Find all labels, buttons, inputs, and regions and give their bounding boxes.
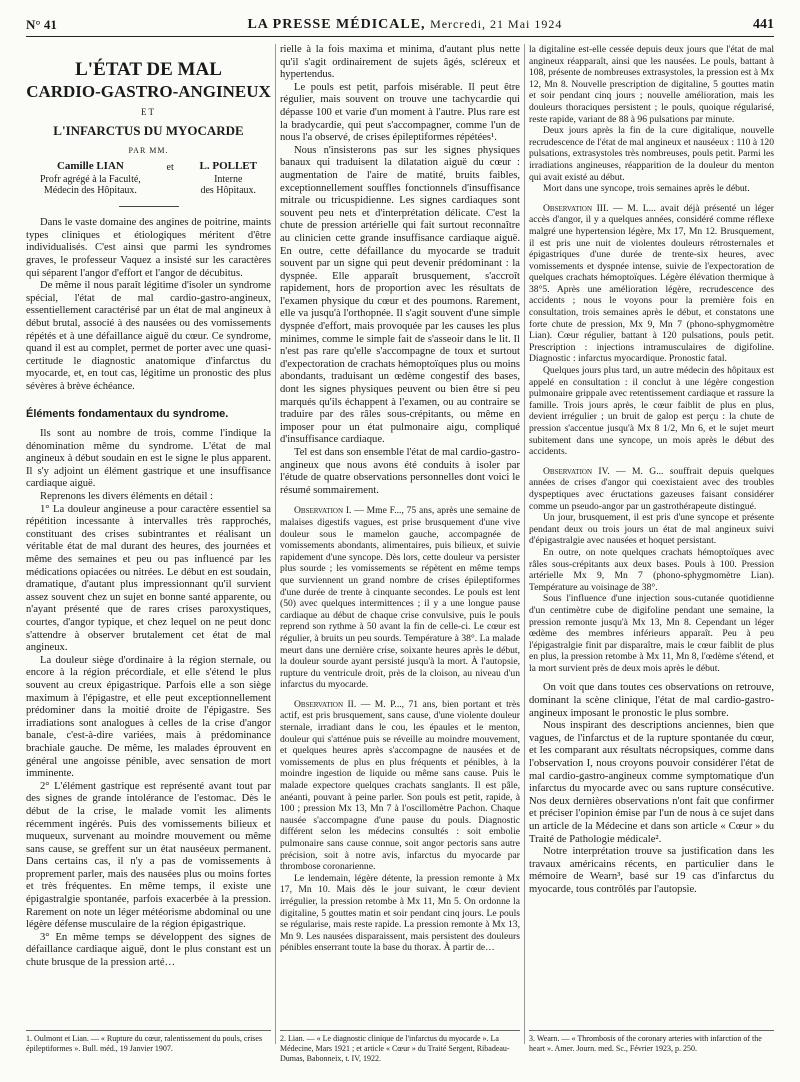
column-left: [26, 44, 271, 1044]
article-title: L'ÉTAT DE MAL: [75, 59, 222, 80]
paragraph: la digitaline est-elle cessée depuis deux jours que l'état de mal angineux réapparaît, ainsi que les nausées. Le pouls, battant à 108, présente de nombreuses extrasystoles, la pression est à Mx 12, Mn 8. Nouvelle prescription de digitaline, 5 gouttes matin et soir pendant cinq jours ; nouvelle amélioration, mais les douleurs thoraciques persistent ; le pouls, quoique régularisé, reste rapide, variant de 88 à 96 pulsations par minute.: [529, 44, 774, 125]
observation-text: — M. P..., 71 ans, bien portant et très actif, est pris brusquement, sans cause, d'une violente douleur sternale, irradiant dans le cou, les épaules et le menton, douleur qui s'atténue puis se réveille au moindre mouvement, et quelques heures après s'accompagne de nausées et de vomissements de plus en plus fréquents et pénibles, à la moindre ingestion de liquide ou même sans cause. Puis le malade expectore quelques crachats sanglants. Il est pâle, anéanti, pouvant à peine parler. Son pouls est petit, rapide, à 100 ; pression Mx 13, Mn 7 à l'oscillomètre Pachon. Chaque nausée s'accompagne d'une pause du pouls. Diagnostic différent selon les médecins consultés : soit embolie pulmonaire sans cause connue, soit angor pectoris sans autre précision, soit à notre avis, infarctus du myocarde par thrombose coronarienne.: [280, 698, 520, 873]
observation-heading: Observation I.: [294, 505, 352, 517]
issue-number: N° 41: [26, 17, 57, 32]
paragraph: Un jour, brusquement, il est pris d'une syncope et présente pendant deux ou trois jours un état de mal angineux suivi d'épigastralgie avec nausées et hoquet persistant.: [529, 512, 774, 547]
paragraph: Mort dans une syncope, trois semaines après le début.: [543, 183, 750, 195]
column-right: [529, 44, 774, 1044]
author-1-role: Profr agrégé à la Faculté,: [40, 174, 141, 186]
author-1-role-2: Médecin des Hôpitaux.: [43, 185, 137, 197]
paragraph: Le pouls est petit, parfois misérable. Il peut être régulier, mais souvent on trouve une tachycardie qui dépasse 100 et varie d'un moment à l'autre. Plus rare est la bradycardie, qui peut s'accompagner, comme l'un de nous l'a observé, de crises épileptiformes répétées¹.: [280, 81, 520, 144]
issue-date: Mercredi, 21 Mai 1924: [430, 17, 563, 31]
observation-heading: Observation IV.: [543, 465, 610, 477]
observation-heading: Observation II.: [294, 698, 357, 710]
paragraph: En outre, on note quelques crachats hémoptoïques avec râles sous-crépitants aux deux bases. Pouls à 100. Pression artérielle Mx 9, Mn 7 (phono-sphygmomètre Lian). Température au voisinage de 38°.: [529, 546, 774, 593]
paragraph: Quelques jours plus tard, un autre médecin des hôpitaux est appelé en consultation : il conclut à une légère congestion pulmonaire grippale avec retentissement cardiaque et rassure la famille. Trois jours après, le cœur faiblit de plus en plus, devient irrégulier ; un bruit de galop est perçu : la chute de pression s'accentue jusqu'à Mx 8 1/2, Mn 6, et le sujet meurt subitement dans une syncope, un mois après le début des accidents.: [529, 365, 774, 458]
author-conjunction: et: [166, 162, 174, 174]
paragraph: Nous inspirant des descriptions anciennes, bien que vagues, de l'infarctus et de la rupture spontanée du cœur, et les comparant aux résultats nécropsiques, comme dans l'observation I, nous croyons pouvoir considérer l'état de mal cardio-gastro-angineux comme symptomatique d'un infarctus du myocarde avec ou sans rupture consécutive. Nos deux dernières observations n'ont fait que confirmer et préciser l'opinion émise par l'un de nous à ce sujet dans un article de la Médecine et dans son article « Cœur » du Traité de Pathologie médicale².: [529, 720, 774, 845]
author-2-role: Interne: [214, 174, 243, 186]
paragraph: 1° La douleur angineuse a pour caractère essentiel sa répétition incessante à intervalles très rapprochés, constituant des crises subintrantes et réalisant un véritable état de mal durant des heures, des journées et même des semaines et peu ou pas influencé par les médications opiacées ou nitrées. Le début en est soudain, dramatique, d'autant plus impressionnant qu'il survient assez souvent chez un sujet en bonne santé apparente, ou n'ayant présenté que de rares crises paroxystiques, courtes, d'angor typique, et chez lequel on ne peut donc s'attendre à observer brutalement cet état de mal angineux.: [26, 503, 271, 654]
paragraph: Reprenons les divers éléments en détail :: [40, 491, 213, 503]
byline-par: PAR MM.: [128, 145, 169, 155]
paragraph: 2° L'élément gastrique est représenté avant tout par des signes de grande intolérance de l'estomac. Dès le début de la crise, le malade vomit les aliments récemment ingérés. Puis des vomissements bilieux et muqueux, survenant au moindre mouvement ou même sans cause, se greffent sur un état nauséeux permanent. Dans certains cas, il n'y a pas de vomissements à proprement parler, mais des nausées plus ou moins fortes et très fréquentes. En même temps, il existe une épigastralgie spontanée, parfois exacerbée à la pression. Rarement on note un léger météorisme abdominal ou une légère défense musculaire de la région épigastrique.: [26, 780, 271, 931]
author-2-role-2: des Hôpitaux.: [200, 185, 257, 197]
paragraph: Deux jours après la fin de la cure digitalique, nouvelle recrudescence de l'état de mal angineux et nauséeux : 110 à 120 pulsations, extrasystoles très nombreuses, pouls petit. Parmi les irradiations angineuses, réapparition de la douleur du menton qui avait existé au début.: [529, 125, 774, 183]
journal-name: LA PRESSE MÉDICALE,: [247, 17, 426, 32]
footnote-2: 2. Lian. — « Le diagnostic clinique de l'infarctus du myocarde ». La Médecine, Mars 1921 ; et article « Cœur » du Traité Sergent, Ribadeau-Dumas, Babonneix, t. IV, 1922.: [280, 1030, 520, 1064]
footnote-1: 1. Oulmont et Lian. — « Rupture du cœur, ralentissement du pouls, crises épileptiformes ». Bull. méd., 19 Janvier 1907.: [26, 1030, 271, 1054]
paragraph: Tel est dans son ensemble l'état de mal cardio-gastro-angineux que nous avons été conduits à isoler par l'étude de quatre observations personnelles dont voici le résumé sommairement.: [280, 447, 520, 496]
observation-3: [529, 203, 774, 365]
author-1-name: Camille LIAN: [56, 160, 124, 173]
paragraph: Ils sont au nombre de trois, comme l'indique la dénomination même du syndrome. L'état de mal angineux à début soudain en est le signe le plus apparent. Il s'y adjoint un élément gastrique et une insuffisance cardiaque aiguë.: [26, 428, 271, 490]
observation-4: [529, 466, 774, 512]
observation-text: — Mme F..., 75 ans, après une semaine de malaises digestifs vagues, est prise brusquement d'une vive douleur sous le mamelon gauche, accompagnée de vomissements abondants, alimentaires, puis bilieux, et suivie rapidement d'une syncope. Dès lors, cette douleur va persister plus sourde ; les vomissements se répètent en même temps que surviennent un grand nombre de crises épileptiformes d'une durée de trente à cinquante secondes. Le pouls est lent (50) avec quelques intermittences ; il y a une longue pause cardiaque au début de chaque crise convulsive, puis le pouls reprend son rythme à 50 avant la fin de celle-ci. Le cœur est régulier, à bruits un peu sourds. Température à 38°. La malade meurt dans une dernière crise, soixante heures après le début, la douleur sourde ayant persisté jusqu'à la mort. À l'autopsie, rupture du ventricule droit, près de la cloison, au niveau d'un infarctus du myocarde.: [280, 505, 520, 691]
section-heading: Éléments fondamentaux du syndrome.: [26, 407, 229, 420]
page-header: [26, 14, 774, 37]
observation-text: — M. L... avait déjà présenté un léger accès d'angor, il y a quelques années, considéré comme réflexe malgré une hypertension légère, Mx 17, Mn 12. Brusquement, il est pris une nuit de violentes douleurs rétrosternales et épigastriques d'une durée de trente-six heures, avec vomissements et dyspnée intense, suivie de l'expectoration de quelques crachats hémoptoïques. Légère élévation thermique à 38°5. Après une amélioration légère, recrudescence des accidents ; nous le voyons pour la première fois en consultation, trois semaines après le début, et constatons une forte chute de pression, Mx 9, Mn 7 (phono-sphygmomètre Lian). Cœur régulier, battant à 120 pulsations, pouls petit. Prescription : injections intramusculaires de digifoline. Diagnostic : infarctus myocardique. Pronostic fatal.: [529, 202, 774, 365]
paragraph: On voit que dans toutes ces observations on retrouve, dominant la scène clinique, l'état de mal cardio-gastro-angineux imposant le pronostic le plus sombre.: [529, 682, 774, 719]
observation-heading: Observation III.: [543, 202, 609, 214]
article-title-line2: CARDIO-GASTRO-ANGINEUX: [26, 82, 271, 101]
author-2: [200, 161, 257, 196]
author-1: [40, 161, 141, 196]
observation-1: [280, 505, 520, 691]
title-separator: [119, 206, 179, 207]
footnote-3: 3. Wearn. — « Thrombosis of the coronary arteries with infarction of the heart ». Amer. Journ. med. Sc., Février 1923, p. 250.: [529, 1030, 774, 1054]
paragraph: Notre interprétation trouve sa justification dans les travaux américains récents, en particulier dans le mémoire de Wearn³, basé sur 19 cas d'infarctus du myocarde, tous contrôlés par l'autopsie.: [529, 846, 774, 895]
column-middle: [280, 44, 520, 1044]
column-rule: [275, 44, 276, 1044]
paragraph: 3° En même temps se développent des signes de défaillance cardiaque aiguë, dont le plus constant est un chute brusque de la pression arté…: [26, 931, 271, 969]
paragraph: Dans le vaste domaine des angines de poitrine, maints types cliniques et étiologiques méritent d'être individualisés. C'est ainsi que parmi les syndromes graves, le professeur Vaquez a insisté sur les caractères qui séparent l'angor d'effort et l'angor de décubitus.: [26, 217, 271, 279]
column-rule: [524, 44, 525, 1044]
paragraph: De même il nous paraît légitime d'isoler un syndrome spécial, l'état de mal cardio-gastro-angineux, essentiellement caractérisé par un état de mal angineux à début brutal, associé à des nausées ou des vomissements répétés et à une défaillance aiguë du cœur. Ce syndrome, quand il est au complet, permet de porter avec une quasi-certitude le diagnostic anatomique d'infarctus du myocarde, et, en tout cas, légitime un pronostic des plus sévères à brève échéance.: [26, 280, 271, 392]
observation-text: — M. G... souffrait depuis quelques années de crises d'angor qui coexistaient avec des troubles dyspeptiques avec éructations gazeuses faisant considérer comme un pseudo-angor par un gastrothérapeute distingué.: [529, 465, 774, 512]
page-number: 441: [753, 17, 774, 32]
author-2-name: L. POLLET: [199, 160, 257, 173]
paragraph: Sous l'influence d'une injection sous-cutanée quotidienne d'un centimètre cube de digifoline pendant une semaine, la pression remonte jusqu'à Mx 13, Mn 8. Cependant un léger œdème des membres inférieurs apparaît. Peu à peu l'épigastralgie finit par disparaître, mais le cœur faiblit de plus en plus, la pression retombe à Mx 11, Mn 8, l'œdème s'étend, et la mort survient près de deux mois après le début.: [529, 593, 774, 674]
journal-title-line: [247, 17, 562, 33]
authors-block: [40, 161, 257, 196]
paragraph: La douleur siège d'ordinaire à la région sternale, ou encore à la région précordiale, et elle s'étend le plus souvent au creux épigastrique. Parfois elle a son siège maximum à l'épigastre, et elle peut exceptionnellement prédominer dans la moitié droite de l'épigastre. Ses irradiations sont analogues à celles de la crise d'angor banale, c'est-à-dire variées, mais à prédominance brachiale gauche. De même, les malades éprouvent en général une angoisse pénible, avec sensation de mort imminente.: [26, 654, 271, 780]
paragraph: rielle à la fois maxima et minima, d'autant plus nette qu'il s'agit ordinairement de sujets âgés, scléreux et hypertendus.: [280, 44, 520, 81]
paragraph: Nous n'insisterons pas sur les signes physiques banaux qui traduisent la dilatation aiguë du cœur : augmentation de l'aire de matité, bruits faibles, exceptionnellement souffles fonctionnels d'insuffisance mitrale ou tricuspidienne. Les signes cardiaques sont souvent peu nets et d'interprétation délicate. C'est la chute de pression artérielle qui fait surtout reconnaître au clinicien cette grande insuffisance cardiaque aiguë. En outre, cette défaillance du myocarde se traduit souvent par un signe qui peut devenir prédominant : la dyspnée. Elle apparaît brusquement, s'accroît rapidement, hors de proportion avec les résultats de l'examen physique du cœur et des poumons. Rarement, elle va jusqu'à l'orthopnée. Il s'agit souvent d'une simple dyspnée d'effort, mais provoquée par les causes les plus minimes, comme le simple fait de s'asseoir dans le lit. Il n'est pas rare qu'elle s'accompagne de toux et surtout d'expectoration de crachats hémoptoïques plus ou moins abondants, traduisant un œdème congestif des bases, dont les signes physiques peuvent ou bien être si peu marqués qu'ils échappent à l'examen, ou au contraire se traduire par des râles sous-crépitants, ou même en imposer pour un état pulmonaire aigu, compliqué d'insuffisance cardiaque.: [280, 144, 520, 446]
article-title-conjunction: ET: [141, 107, 156, 117]
paragraph: Le lendemain, légère détente, la pression remonte à Mx 17, Mn 10. Mais dès le jour suivant, le cœur devient irrégulier, la pression retombe à Mx 11, Mn 5. On ordonne la digitaline, 5 gouttes matin et soir pendant cinq jours. Le pouls se régularise, mais reste rapide. La pression remonte à Mx 13, Mn 9. Les nausées disparaissent, mais persistent des douleurs pénibles enserrant toute la base du thorax. À partir de…: [280, 872, 520, 954]
article-title-line3: L'INFARCTUS DU MYOCARDE: [53, 122, 244, 138]
observation-2: [280, 699, 520, 873]
